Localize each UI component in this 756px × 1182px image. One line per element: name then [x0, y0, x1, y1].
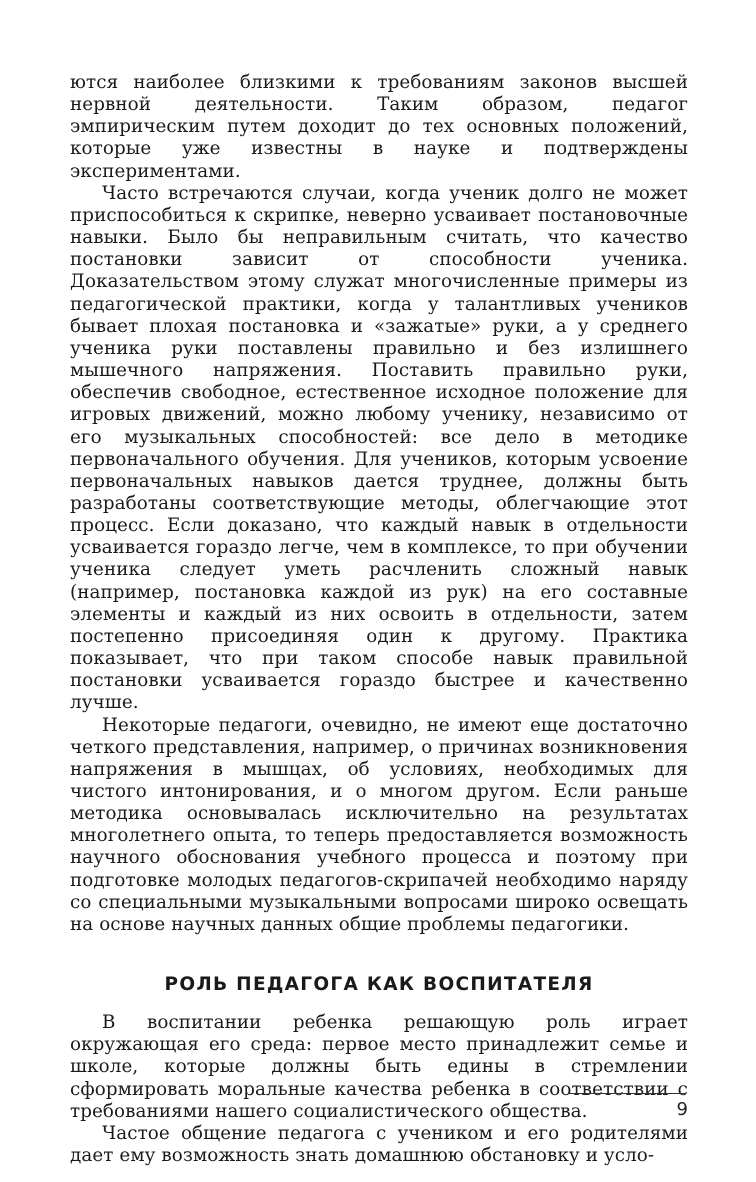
- paragraph-continuation: ются наиболее близкими к требованиям законов высшей нервной деятельности. Таким образом, педагог эмпирическим путем доходит до тех основных положений, которые уже известны в науке и подтверждены экспериментами.: [70, 72, 688, 182]
- paragraph-upbringing: В воспитании ребенка решающую роль играет окружающая его среда: первое место принадлежит семье и школе, которые должны быть едины в стремлении сформировать моральные качества ребенка в соответствии с требованиями нашего социалистического общества.: [70, 1012, 688, 1122]
- section-heading: РОЛЬ ПЕДАГОГА КАК ВОСПИТАТЕЛЯ: [164, 974, 594, 996]
- page-number: 9: [676, 1099, 688, 1120]
- paragraph-teacher-training: Некоторые педагоги, очевидно, не имеют еще достаточно четкого представления, например, о причинах возникновения напряжения в мышцах, об условиях, необходимых для чистого интонирования, и о многом другом. Если раньше методика основывалась исключительно на результатах многолетнего опыта, то теперь предоставляется возможность научного обоснования учебного процесса и поэтому при подготовке молодых педагогов-скрипачей необходимо наряду со специальными музыкальными вопросами широко освещать на основе научных данных общие проблемы педагогики.: [70, 714, 688, 935]
- page-body: [70, 72, 688, 1167]
- paragraph-communication: Частое общение педагога с учеником и его родителями дает ему возможность знать домашнюю обстановку и усло-: [70, 1122, 688, 1167]
- footer-rule: [568, 1093, 686, 1094]
- paragraph-violin-posture: Часто встречаются случаи, когда ученик долго не может приспособиться к скрипке, неверно усваивает постановочные навыки. Было бы неправильным считать, что качество постановки зависит от способности ученика. Доказательством этому служат многочисленные примеры из педагогической практики, когда у талантливых учеников бывает плохая постановка и «зажатые» руки, а у среднего ученика руки поставлены правильно и без излишнего мышечного напряжения. Поставить правильно руки, обеспечив свободное, естественное исходное положение для игровых движений, можно любому ученику, независимо от его музыкальных способностей: все дело в методике первоначального обучения. Для учеников, которым усвоение первоначальных навыков дается труднее, должны быть разработаны соответствующие методы, облегчающие этот процесс. Если доказано, что каждый навык в отдельности усваивается гораздо легче, чем в комплексе, то при обучении ученика следует уметь расчленить сложный навык (например, постановка каждой из рук) на его составные элементы и каждый из них освоить в отдельности, затем постепенно присоединяя один к другому. Практика показывает, что при таком способе навык правильной постановки усваивается гораздо быстрее и качественно лучше.: [70, 182, 688, 714]
